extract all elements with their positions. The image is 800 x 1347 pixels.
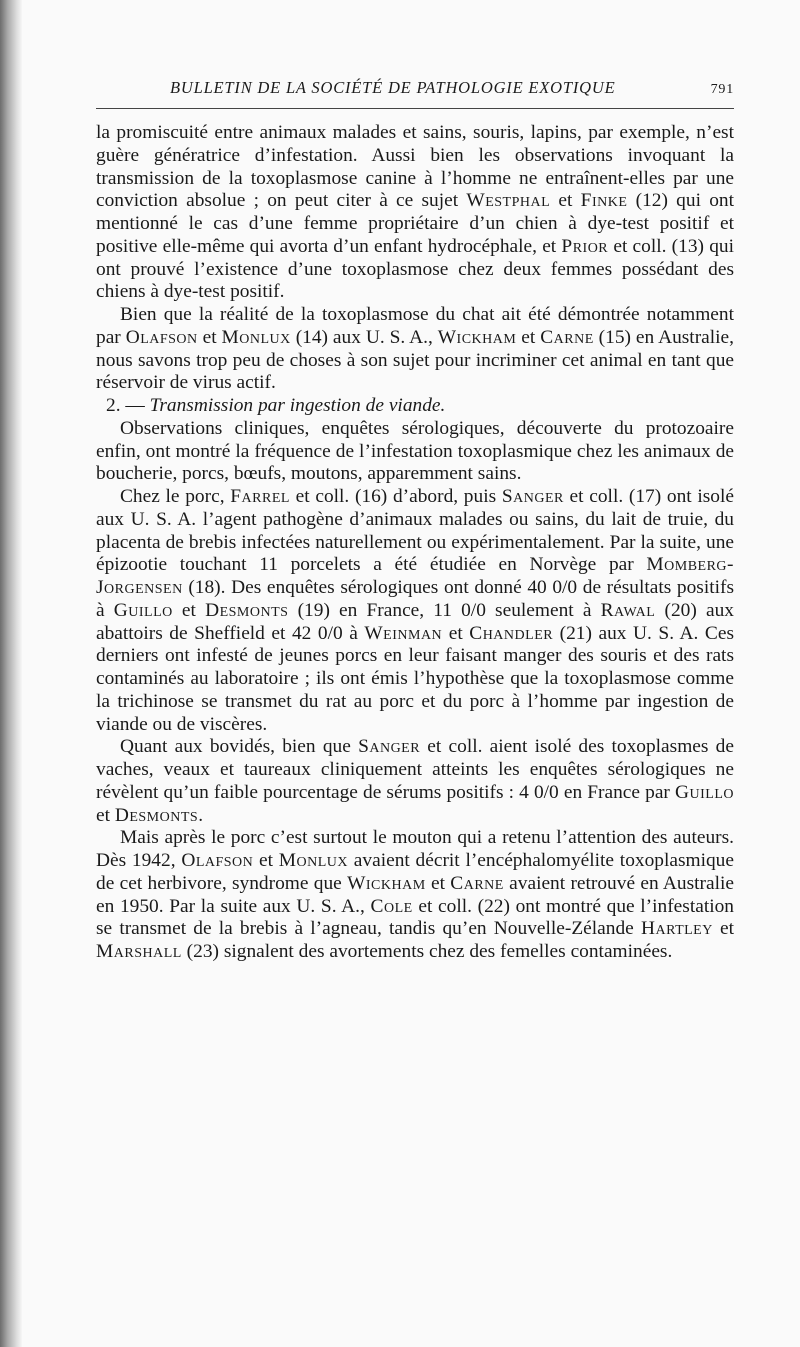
header-rule <box>96 108 734 109</box>
author-name: Desmonts <box>114 804 199 826</box>
author-name: Farrel <box>230 486 290 507</box>
book-gutter <box>0 0 22 1347</box>
author-name: Wickham <box>347 872 426 894</box>
author-name: Westphal <box>466 190 551 212</box>
journal-title: BULLETIN DE LA SOCIÉTÉ DE PATHOLOGIE EXOTIQUE <box>170 78 616 97</box>
author-name: Sanger <box>358 736 421 758</box>
section-number: 2. — <box>106 395 145 416</box>
author-name: Monlux <box>221 326 291 348</box>
author-name: Carne <box>450 872 504 894</box>
author-name: Sanger <box>501 486 564 507</box>
author-name: Prior <box>561 235 609 257</box>
author-name: Momberg-Jorgensen <box>96 554 734 598</box>
author-name: Finke <box>580 190 628 212</box>
page <box>22 0 800 1347</box>
paragraph: Observations cliniques, enquêtes sérologiques, découverte du protozoaire enfin, ont montré la fréquence de l’infestation toxoplasmique chez les animaux de boucherie, porcs, bœufs, moutons, apparemment sains. <box>96 417 734 485</box>
paragraph: Quant aux bovidés, bien que Sanger et coll. aient isolé des toxoplasmes de vaches, veaux et taureaux cliniquement atteints les enquêtes sérologiques ne révèlent qu’un faible pourcentage de sérums positifs : 4 0/0 en France par Guillo et Desmonts. <box>96 736 734 826</box>
paragraph: Chez le porc, Farrel et coll. (16) d’abord, puis Sanger et coll. (17) ont isolé aux U. S. A. l’agent pathogène d’animaux malades ou sains, du lait de truie, du placenta de brebis infectées naturellement ou expérimentalement. Par la suite, une épizootie touchant 11 porcelets a été étudiée en Norvège par Momberg-Jorgensen (18). Des enquêtes sérologiques ont donné 40 0/0 de résultats positifs à Guillo et Desmonts (19) en France, 11 0/0 seulement à Rawal (20) aux abattoirs de Sheffield et 42 0/0 à Weinman et Chandler (21) aux U. S. A. Ces derniers ont infesté de jeunes porcs en leur faisant manger des souris et des rats contaminés au laboratoire ; ils ont émis l’hypothèse que la toxoplasmose comme la trichinose se transmet du rat au porc et du porc à l’homme par ingestion de viande ou de viscères. <box>96 486 735 735</box>
author-name: Weinman <box>364 622 443 644</box>
section-heading <box>96 395 734 418</box>
author-name: Olafson <box>125 326 198 348</box>
author-name: Chandler <box>469 622 554 644</box>
author-name: Hartley <box>640 918 713 940</box>
author-name: Guillo <box>675 781 734 803</box>
author-name: Cole <box>370 895 413 917</box>
paragraph: la promiscuité entre animaux malades et sains, souris, lapins, par exemple, n’est guère génératrice d’infestation. Aussi bien les observations invoquant la transmission de la toxoplasmose canine à l’homme ne entraînent-elles par une conviction absolue ; on peut citer à ce sujet Westphal et Finke (12) qui ont mentionné le cas d’une femme propriétaire d’un chien à dye-test positif et positive elle-même qui avorta d’un enfant hydrocéphale, et Prior et coll. (13) qui ont prouvé l’existence d’une toxoplasmose chez deux femmes possédant des chiens à dye-test positif. <box>96 122 734 303</box>
paragraph: Mais après le porc c’est surtout le mouton qui a retenu l’attention des auteurs. Dès 1942, Olafson et Monlux avaient décrit l’encéphalomyélite toxoplasmique de cet herbivore, syndrome que Wickham et Carne avaient retrouvé en Australie en 1950. Par la suite aux U. S. A., Cole et coll. (22) ont montré que l’infestation se transmet de la brebis à l’agneau, tandis qu’en Nouvelle-Zélande Hartley et Marshall (23) signalent des avortements chez des femelles contaminées. <box>96 827 735 962</box>
author-name: Desmonts <box>205 599 289 621</box>
author-name: Marshall <box>96 941 182 962</box>
author-name: Rawal <box>600 599 656 621</box>
section-title: Transmission par ingestion de viande. <box>149 395 446 416</box>
paragraph: Bien que la réalité de la toxoplasmose du chat ait été démontrée notamment par Olafson et Monlux (14) aux U. S. A., Wickham et Carne (15) en Australie, nous savons trop peu de choses à son sujet pour incriminer cet animal en tant que réservoir de virus actif. <box>96 304 734 394</box>
article-body <box>96 122 734 964</box>
author-name: Monlux <box>278 850 349 871</box>
page-number: 791 <box>710 82 734 97</box>
author-name: Carne <box>540 326 594 348</box>
author-name: Olafson <box>181 850 254 871</box>
running-header <box>96 78 734 104</box>
author-name: Guillo <box>113 599 173 621</box>
author-name: Wickham <box>437 326 517 348</box>
